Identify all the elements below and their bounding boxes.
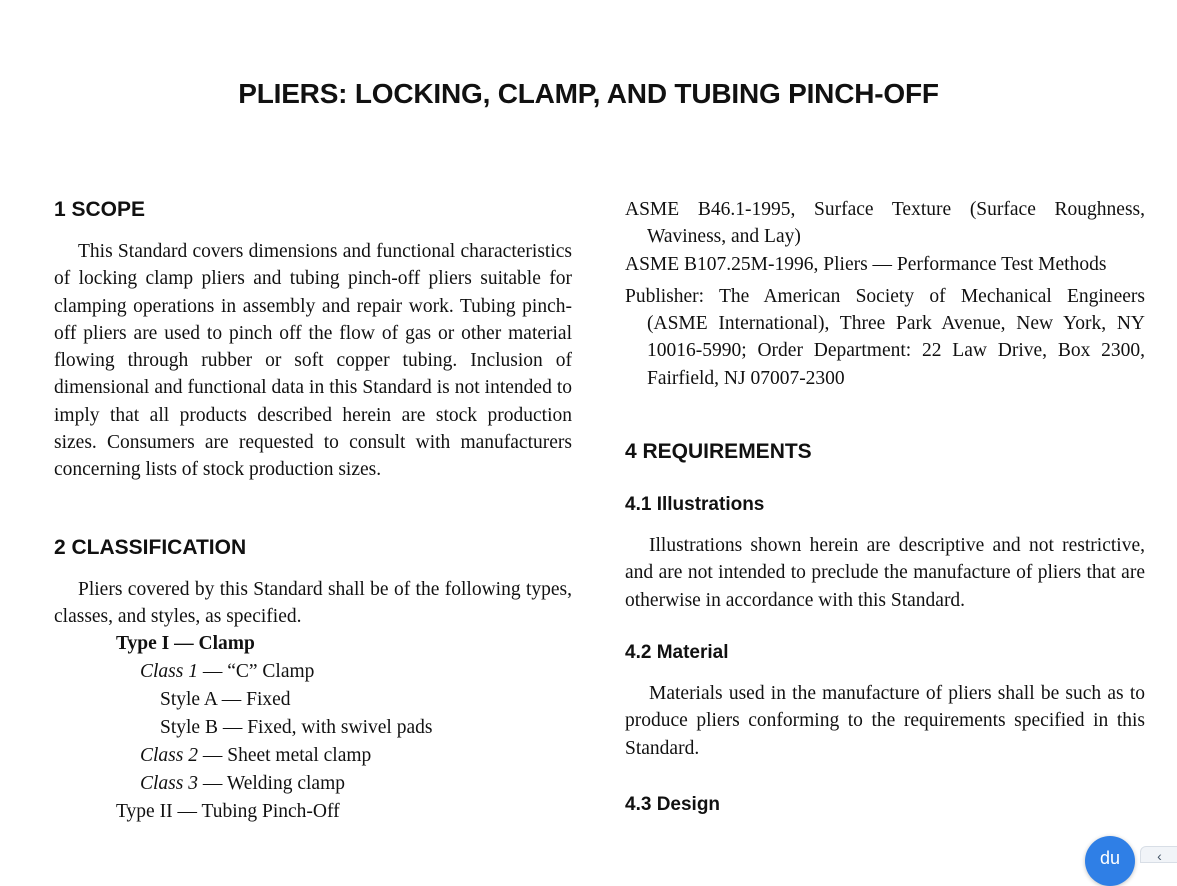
design-heading: 4.3 Design [625,793,721,815]
class-1-desc: — “C” Clamp [197,661,315,683]
classification-heading: 2 CLASSIFICATION [54,535,247,559]
scope-heading: 1 SCOPE [54,198,146,221]
side-panel-tab[interactable]: ‹ [1140,846,1177,863]
scope-paragraph: This Standard covers dimensions and functional characteristics of locking clamp pliers and tubing pinch-off pliers suitable for clamping operations in assembly and repair work. Tubing pinch-off pliers are used to pinch off the flow of gas or other material flowing through rubber or soft copper tubing. Inclusion of dimensional and functional data in this Standard is not intended to imply that all products described herein are stock production sizes. Consumers are requested to consult with manufacturers concerning lists of stock production sizes. [54,241,572,481]
document-title: PLIERS: LOCKING, CLAMP, AND TUBING PINCH-OFF [238,78,939,109]
classification-paragraph: Pliers covered by this Standard shall be of the following types, classes, and styles, as specified. [54,578,572,627]
type-1-item: Type I — Clamp [116,633,255,655]
right-column [625,196,1145,818]
material-heading: 4.2 Material [625,641,729,663]
class-1-item [54,658,572,686]
class-1-label: Class 1 [140,661,198,683]
reference-asme-b46: ASME B46.1-1995, Surface Texture (Surface Roughness, Waviness, and Lay) [625,199,1145,248]
publisher-note: Publisher: The American Society of Mechanical Engineers (ASME International), Three Park Avenue, New York, NY 10016-5990; Order Department: 22 Law Drive, Box 2300, Fairfield, NJ 07007-2300 [625,285,1145,389]
class-3-label: Class 3 [140,773,198,795]
material-paragraph: Materials used in the manufacture of pliers shall be such as to produce pliers conforming to the requirements specified in this Standard. [625,682,1145,759]
classification-list [54,630,572,826]
chat-widget-button[interactable]: du [1085,836,1135,886]
class-2-desc: — Sheet metal clamp [197,745,372,767]
style-b-item: Style B — Fixed, with swivel pads [160,717,433,739]
type-2-item: Type II — Tubing Pinch-Off [116,801,340,823]
left-column [54,196,572,826]
illustrations-paragraph: Illustrations shown herein are descriptive and not restrictive, and are not intended to preclude the manufacture of pliers that are otherwise in accordance with this Standard. [625,535,1145,611]
class-3-item [54,770,572,798]
class-3-desc: — Welding clamp [197,773,345,795]
requirements-heading: 4 REQUIREMENTS [625,440,812,464]
class-2-item [54,742,572,770]
class-2-label: Class 2 [140,745,198,767]
style-a-item: Style A — Fixed [160,689,291,711]
illustrations-heading: 4.1 Illustrations [625,494,765,516]
reference-asme-b107: ASME B107.25M-1996, Pliers — Performance Test Methods [625,253,1107,275]
